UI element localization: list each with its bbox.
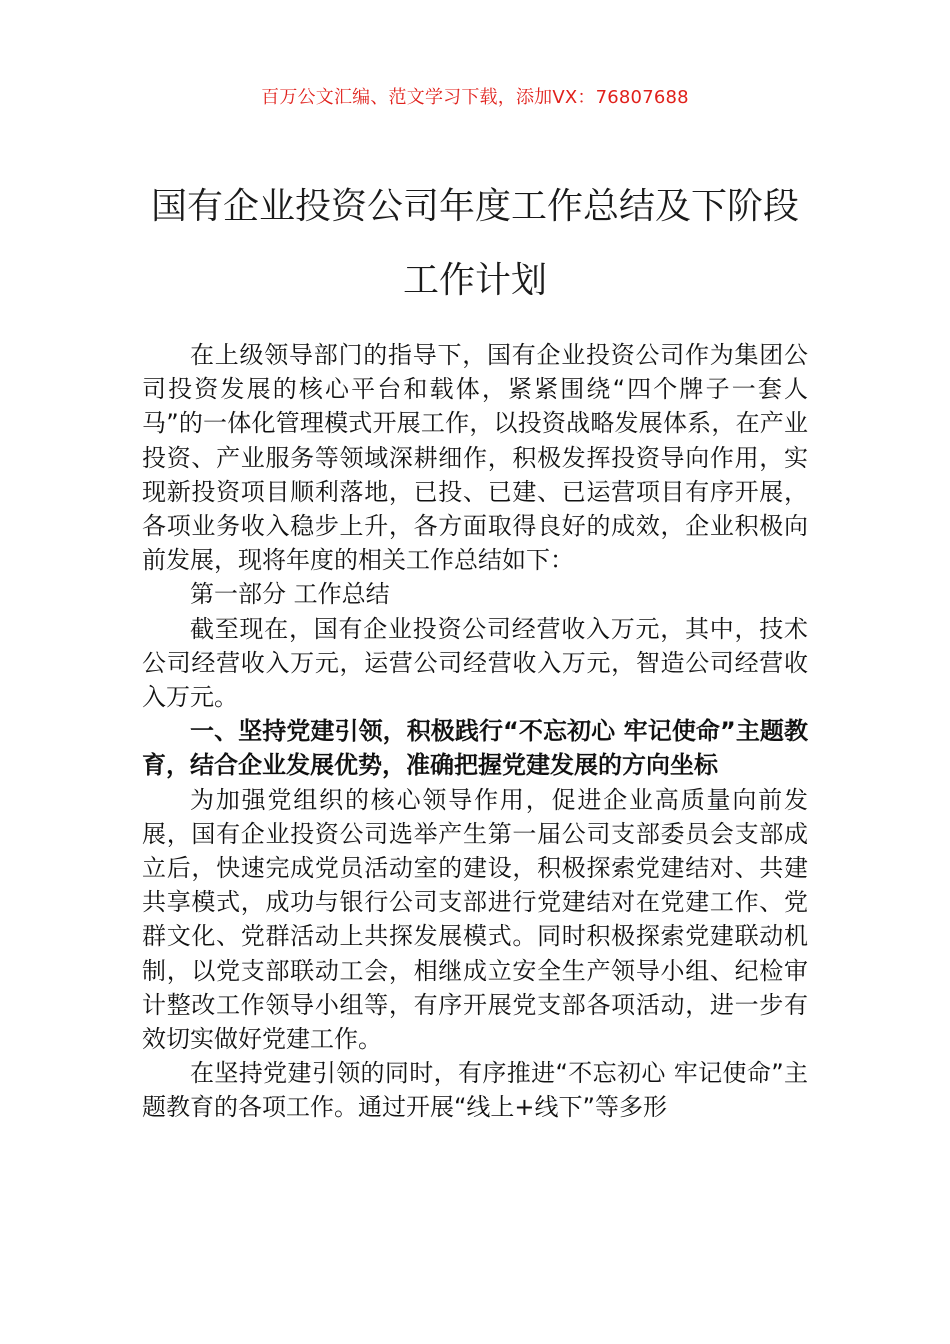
title-line-1: 国有企业投资公司年度工作总结及下阶段: [150, 186, 799, 227]
revenue-paragraph: 截至现在，国有企业投资公司经营收入万元，其中，技术公司经营收入万元，运营公司经营收入万元，智造公司经营收入万元。: [142, 614, 808, 712]
header-watermark-note: 百万公文汇编、范文学习下载，添加VX：76807688: [261, 87, 689, 108]
document-title: [100, 170, 850, 318]
section-heading: 第一部分 工作总结: [190, 580, 390, 609]
title-line-2: 工作计划: [402, 260, 547, 301]
theme-education-paragraph: 在坚持党建引领的同时，有序推进“不忘初心 牢记使命”主题教育的各项工作。通过开展“线上+线下”等多形: [142, 1059, 808, 1122]
document-body: [142, 338, 808, 1125]
subsection-heading: 一、坚持党建引领，积极践行“不忘初心 牢记使命”主题教育，结合企业发展优势，准确把握党建发展的方向坐标: [142, 717, 808, 780]
intro-paragraph: 在上级领导部门的指导下，国有企业投资公司作为集团公司投资发展的核心平台和载体，紧紧围绕“四个牌子一套人马”的一体化管理模式开展工作，以投资战略发展体系，在产业投资、产业服务等领域深耕细作，积极发挥投资导向作用，实现新投资项目顺利落地，已投、已建、已运营项目有序开展，各项业务收入稳步上升，各方面取得良好的成效，企业积极向前发展，现将年度的相关工作总结如下：: [142, 341, 808, 575]
party-building-paragraph: 为加强党组织的核心领导作用，促进企业高质量向前发展，国有企业投资公司选举产生第一届公司支部委员会支部成立后，快速完成党员活动室的建设，积极探索党建结对、共建共享模式，成功与银行公司支部进行党建结对在党建工作、党群文化、党群活动上共探发展模式。同时积极探索党建联动机制，以党支部联动工会，相继成立安全生产领导小组、纪检审计整改工作领导小组等，有序开展党支部各项活动，进一步有效切实做好党建工作。: [142, 785, 808, 1054]
